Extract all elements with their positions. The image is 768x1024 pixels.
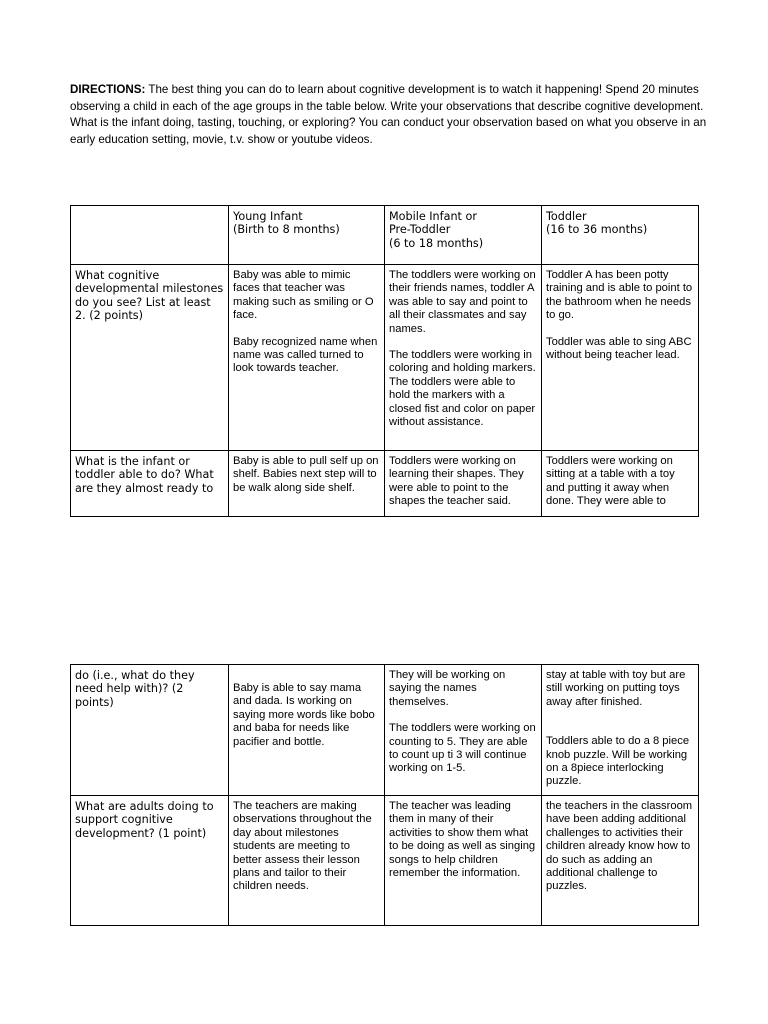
- header-mobile-infant-subtitle: Pre-Toddler: [389, 223, 451, 237]
- cell-support-toddler: the teachers in the classroom have been adding additional challenges to activities their children already know how to do such as adding an additional challenge to puzzles.: [542, 796, 699, 926]
- cell-milestones-mobile: [385, 265, 542, 451]
- cell-text: Toddler was able to sing ABC without being teacher lead.: [546, 335, 692, 362]
- header-mobile-infant-range: (6 to 18 months): [389, 236, 484, 250]
- cell-text: Toddlers able to do a 8 piece knob puzzle. Will be working on a 8piece interlocking puzzle.: [546, 735, 690, 788]
- cell-text: Baby recognized name when name was called turned to look towards teacher.: [233, 335, 378, 375]
- cell-able-young: Baby is able to pull self up on shelf. Babies next step will to be walk along side shelf.: [229, 451, 385, 517]
- observation-table-bottom: [70, 664, 699, 926]
- directions-paragraph: [70, 82, 710, 148]
- cell-support-mobile: The teacher was leading them in many of their activities to show them what to be doing as well as singing songs to help children remember the information.: [385, 796, 542, 926]
- header-mobile-infant-title: Mobile Infant or: [389, 210, 477, 223]
- header-toddler: [542, 206, 699, 265]
- directions-text: The best thing you can do to learn about cognitive development is to watch it happening! Spend 20 minutes observing a child in each of the age groups in the table below. Write your observations that describe cognitive development. What is the infant doing, tasting, touching, or exploring? You can conduct your observation based on what you observe in an early education setting, movie, t.v. show or youtube videos.: [70, 83, 707, 146]
- header-young-infant-title: Young Infant: [233, 210, 303, 223]
- cell-milestones-toddler: [542, 265, 699, 451]
- header-mobile-infant: [385, 206, 542, 265]
- table-row-able-to-do: [71, 451, 699, 517]
- cell-help-toddler: [542, 665, 699, 796]
- row-label-adult-support: What are adults doing to support cognitive development? (1 point): [71, 796, 229, 926]
- cell-able-mobile: Toddlers were working on learning their shapes. They were able to point to the shapes the teacher said.: [385, 451, 542, 517]
- row-label-able-to-do: What is the infant or toddler able to do? What are they almost ready to: [71, 451, 229, 517]
- header-toddler-range: (16 to 36 months): [546, 223, 648, 237]
- cell-text: Toddler A has been potty training and is able to point to the bathroom when he needs to go.: [546, 269, 693, 322]
- table-header-row: [71, 206, 699, 265]
- table-row-milestones: [71, 265, 699, 451]
- row-label-help-with: do (i.e., what do they need help with)? (2 points): [71, 665, 229, 796]
- table-row-help-with: [71, 665, 699, 796]
- header-young-infant: [229, 206, 385, 265]
- cell-text: The toddlers were working on their friends names, toddler A was able to say and point to all their classmates and say names.: [389, 269, 536, 335]
- cell-text: The toddlers were working on counting to 5. They are able to count up ti 3 will continue working on 1-5.: [389, 722, 536, 775]
- cell-help-mobile: [385, 665, 542, 796]
- cell-text: The toddlers were working in coloring and holding markers. The toddlers were able to hold the markers with a closed fist and color on paper without assistance.: [389, 349, 536, 429]
- cell-text: stay at table with toy but are still working on putting toys away after finished.: [546, 669, 686, 708]
- table-row-adult-support: [71, 796, 699, 926]
- header-empty-cell: [71, 206, 229, 265]
- cell-able-toddler: Toddlers were working on sitting at a table with a toy and putting it away when done. They were able to: [542, 451, 699, 517]
- cell-support-young: The teachers are making observations throughout the day about milestones students are meeting to better assess their lesson plans and tailor to their children needs.: [229, 796, 385, 926]
- cell-text: They will be working on saying the names themselves.: [389, 669, 506, 708]
- header-toddler-title: Toddler: [546, 210, 587, 223]
- observation-table-top: [70, 205, 699, 517]
- cell-milestones-young: [229, 265, 385, 451]
- cell-help-young: [229, 665, 385, 796]
- cell-text: Baby was able to mimic faces that teacher was making such as smiling or O face.: [233, 269, 374, 322]
- cell-text: Baby is able to say mama and dada. Is working on saying more words like bobo and baba for needs like pacifier and bottle.: [233, 682, 375, 748]
- row-label-milestones: What cognitive developmental milestones do you see? List at least 2. (2 points): [71, 265, 229, 451]
- directions-label: DIRECTIONS:: [70, 83, 146, 96]
- header-young-infant-range: (Birth to 8 months): [233, 223, 340, 237]
